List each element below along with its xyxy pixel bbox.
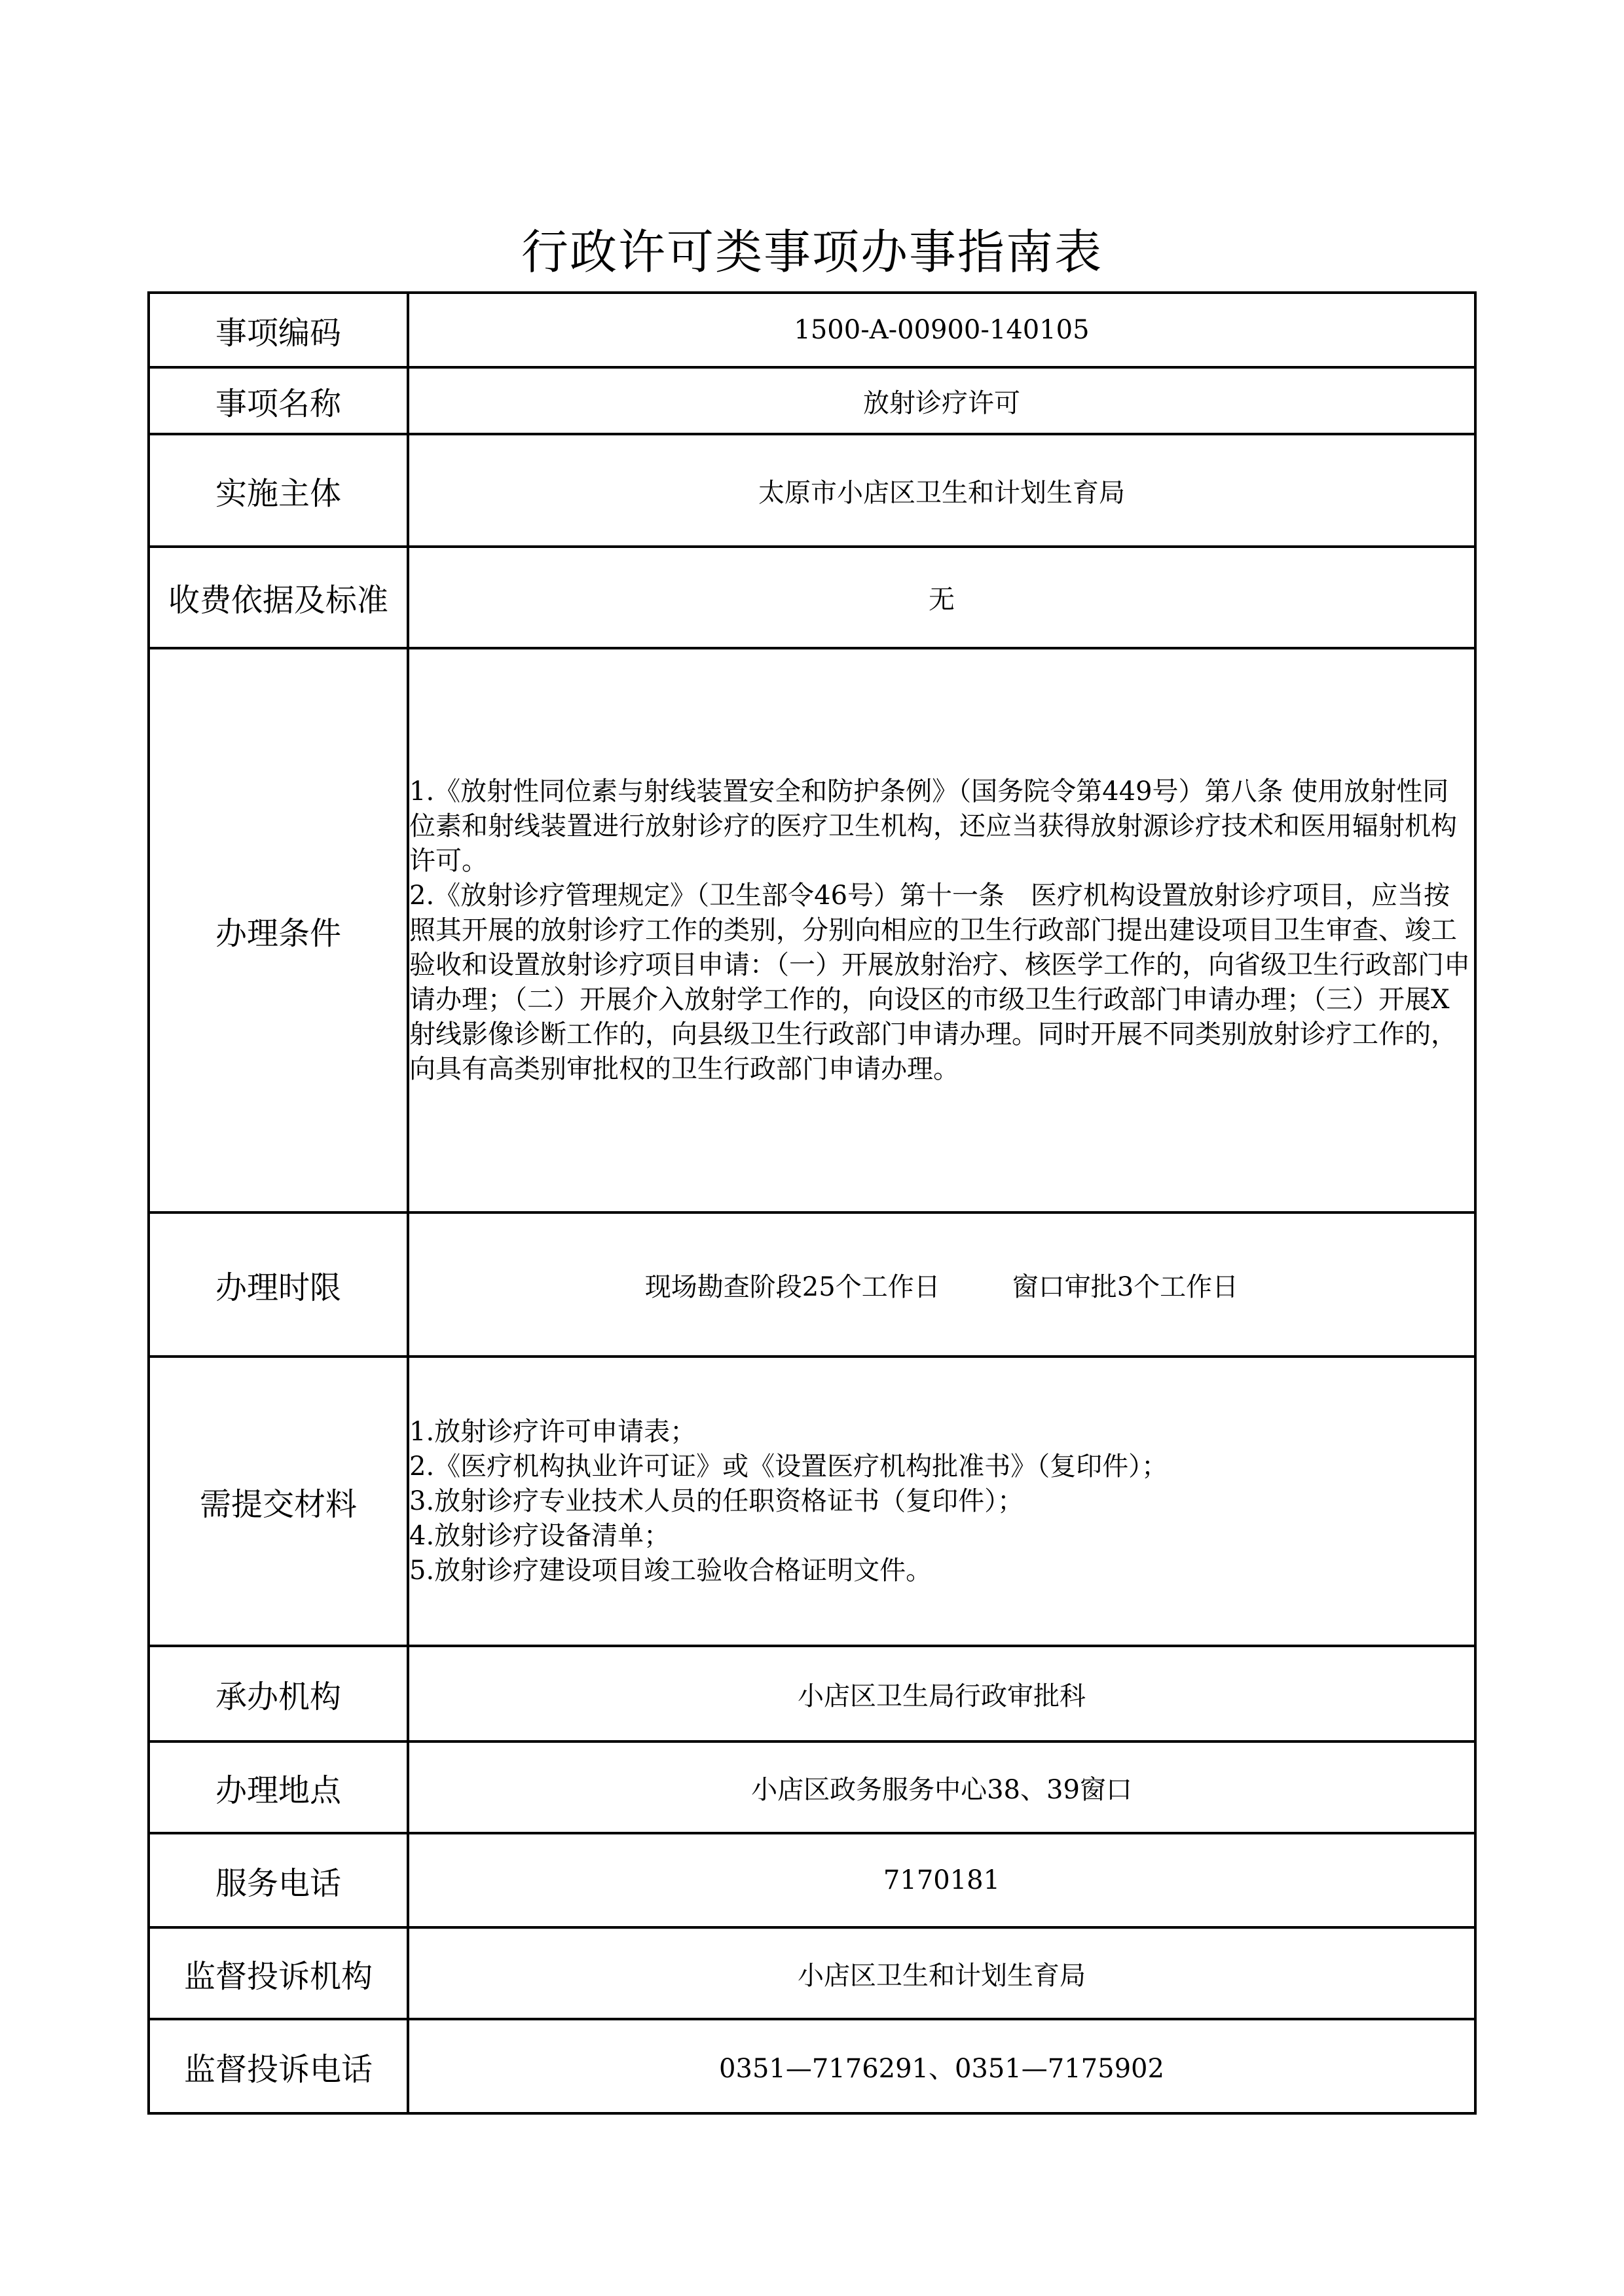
row-label-fee-basis: 收费依据及标准 [149,547,408,648]
row-label-complaint-phone: 监督投诉电话 [149,2019,408,2113]
row-value-time-limit [408,1212,1475,1357]
table-row [149,547,1475,648]
condition-paragraph-2: 2.《放射诊疗管理规定》（卫生部令46号）第十一条 医疗机构设置放射诊疗项目，应当按照其开展的放射诊疗工作的类别，分别向相应的卫生行政部门提出建设项目卫生审查、竣工验收和设置放射诊疗项目申请：（一）开展放射治疗、核医学工作的，向省级卫生行政部门申请办理；（二）开展介入放射学工作的，向设区的市级卫生行政部门申请办理；（三）开展X射线影像诊断工作的，向县级卫生行政部门申请办理。同时开展不同类别放射诊疗工作的，向具有高类别审批权的卫生行政部门申请办理。 [409,880,1470,1084]
page-title: 行政许可类事项办事指南表 [521,225,1103,280]
row-label-time-limit: 办理时限 [149,1212,408,1357]
row-value-location: 小店区政务服务中心38、39窗口 [408,1741,1475,1833]
guide-table [147,291,1477,2115]
table-row [149,434,1475,547]
row-label-implementing-body: 实施主体 [149,434,408,547]
row-label-materials: 需提交材料 [149,1357,408,1646]
material-item: 2.《医疗机构执业许可证》或《设置医疗机构批准书》（复印件）； [409,1451,1168,1482]
table-row [149,367,1475,434]
time-limit-window: 窗口审批3个工作日 [1012,1271,1239,1302]
material-item: 1.放射诊疗许可申请表； [409,1416,697,1447]
table-row [149,648,1475,1212]
table-row [149,2019,1475,2113]
table-row [149,293,1475,367]
row-label-handling-agency: 承办机构 [149,1646,408,1741]
row-label-item-code: 事项编码 [149,293,408,367]
material-item: 5.放射诊疗建设项目竣工验收合格证明文件。 [409,1555,932,1586]
row-value-item-name: 放射诊疗许可 [408,367,1475,434]
material-item: 4.放射诊疗设备清单； [409,1520,671,1551]
row-value-item-code: 1500-A-00900-140105 [408,293,1475,367]
row-value-service-phone: 7170181 [408,1833,1475,1927]
row-label-conditions: 办理条件 [149,648,408,1212]
condition-paragraph-1: 1.《放射性同位素与射线装置安全和防护条例》（国务院令第449号）第八条 使用放射性同位素和射线装置进行放射诊疗的医疗卫生机构，还应当获得放射源诊疗技术和医用辐射机构许可。 [409,776,1457,876]
table-row [149,1357,1475,1646]
row-value-materials [408,1357,1475,1646]
material-item: 3.放射诊疗专业技术人员的任职资格证书（复印件）； [409,1485,1024,1516]
table-row [149,1833,1475,1927]
table-row [149,1646,1475,1741]
time-limit-survey: 现场勘查阶段25个工作日 [644,1271,940,1302]
row-value-fee-basis: 无 [408,547,1475,648]
table-row [149,1927,1475,2019]
row-value-complaint-agency: 小店区卫生和计划生育局 [408,1927,1475,2019]
row-label-location: 办理地点 [149,1741,408,1833]
row-label-item-name: 事项名称 [149,367,408,434]
table-row [149,1741,1475,1833]
table-row [149,1212,1475,1357]
row-value-conditions [408,648,1475,1212]
row-value-implementing-body: 太原市小店区卫生和计划生育局 [408,434,1475,547]
row-value-complaint-phone: 0351—7176291、0351—7175902 [408,2019,1475,2113]
row-label-service-phone: 服务电话 [149,1833,408,1927]
row-value-handling-agency: 小店区卫生局行政审批科 [408,1646,1475,1741]
row-label-complaint-agency: 监督投诉机构 [149,1927,408,2019]
